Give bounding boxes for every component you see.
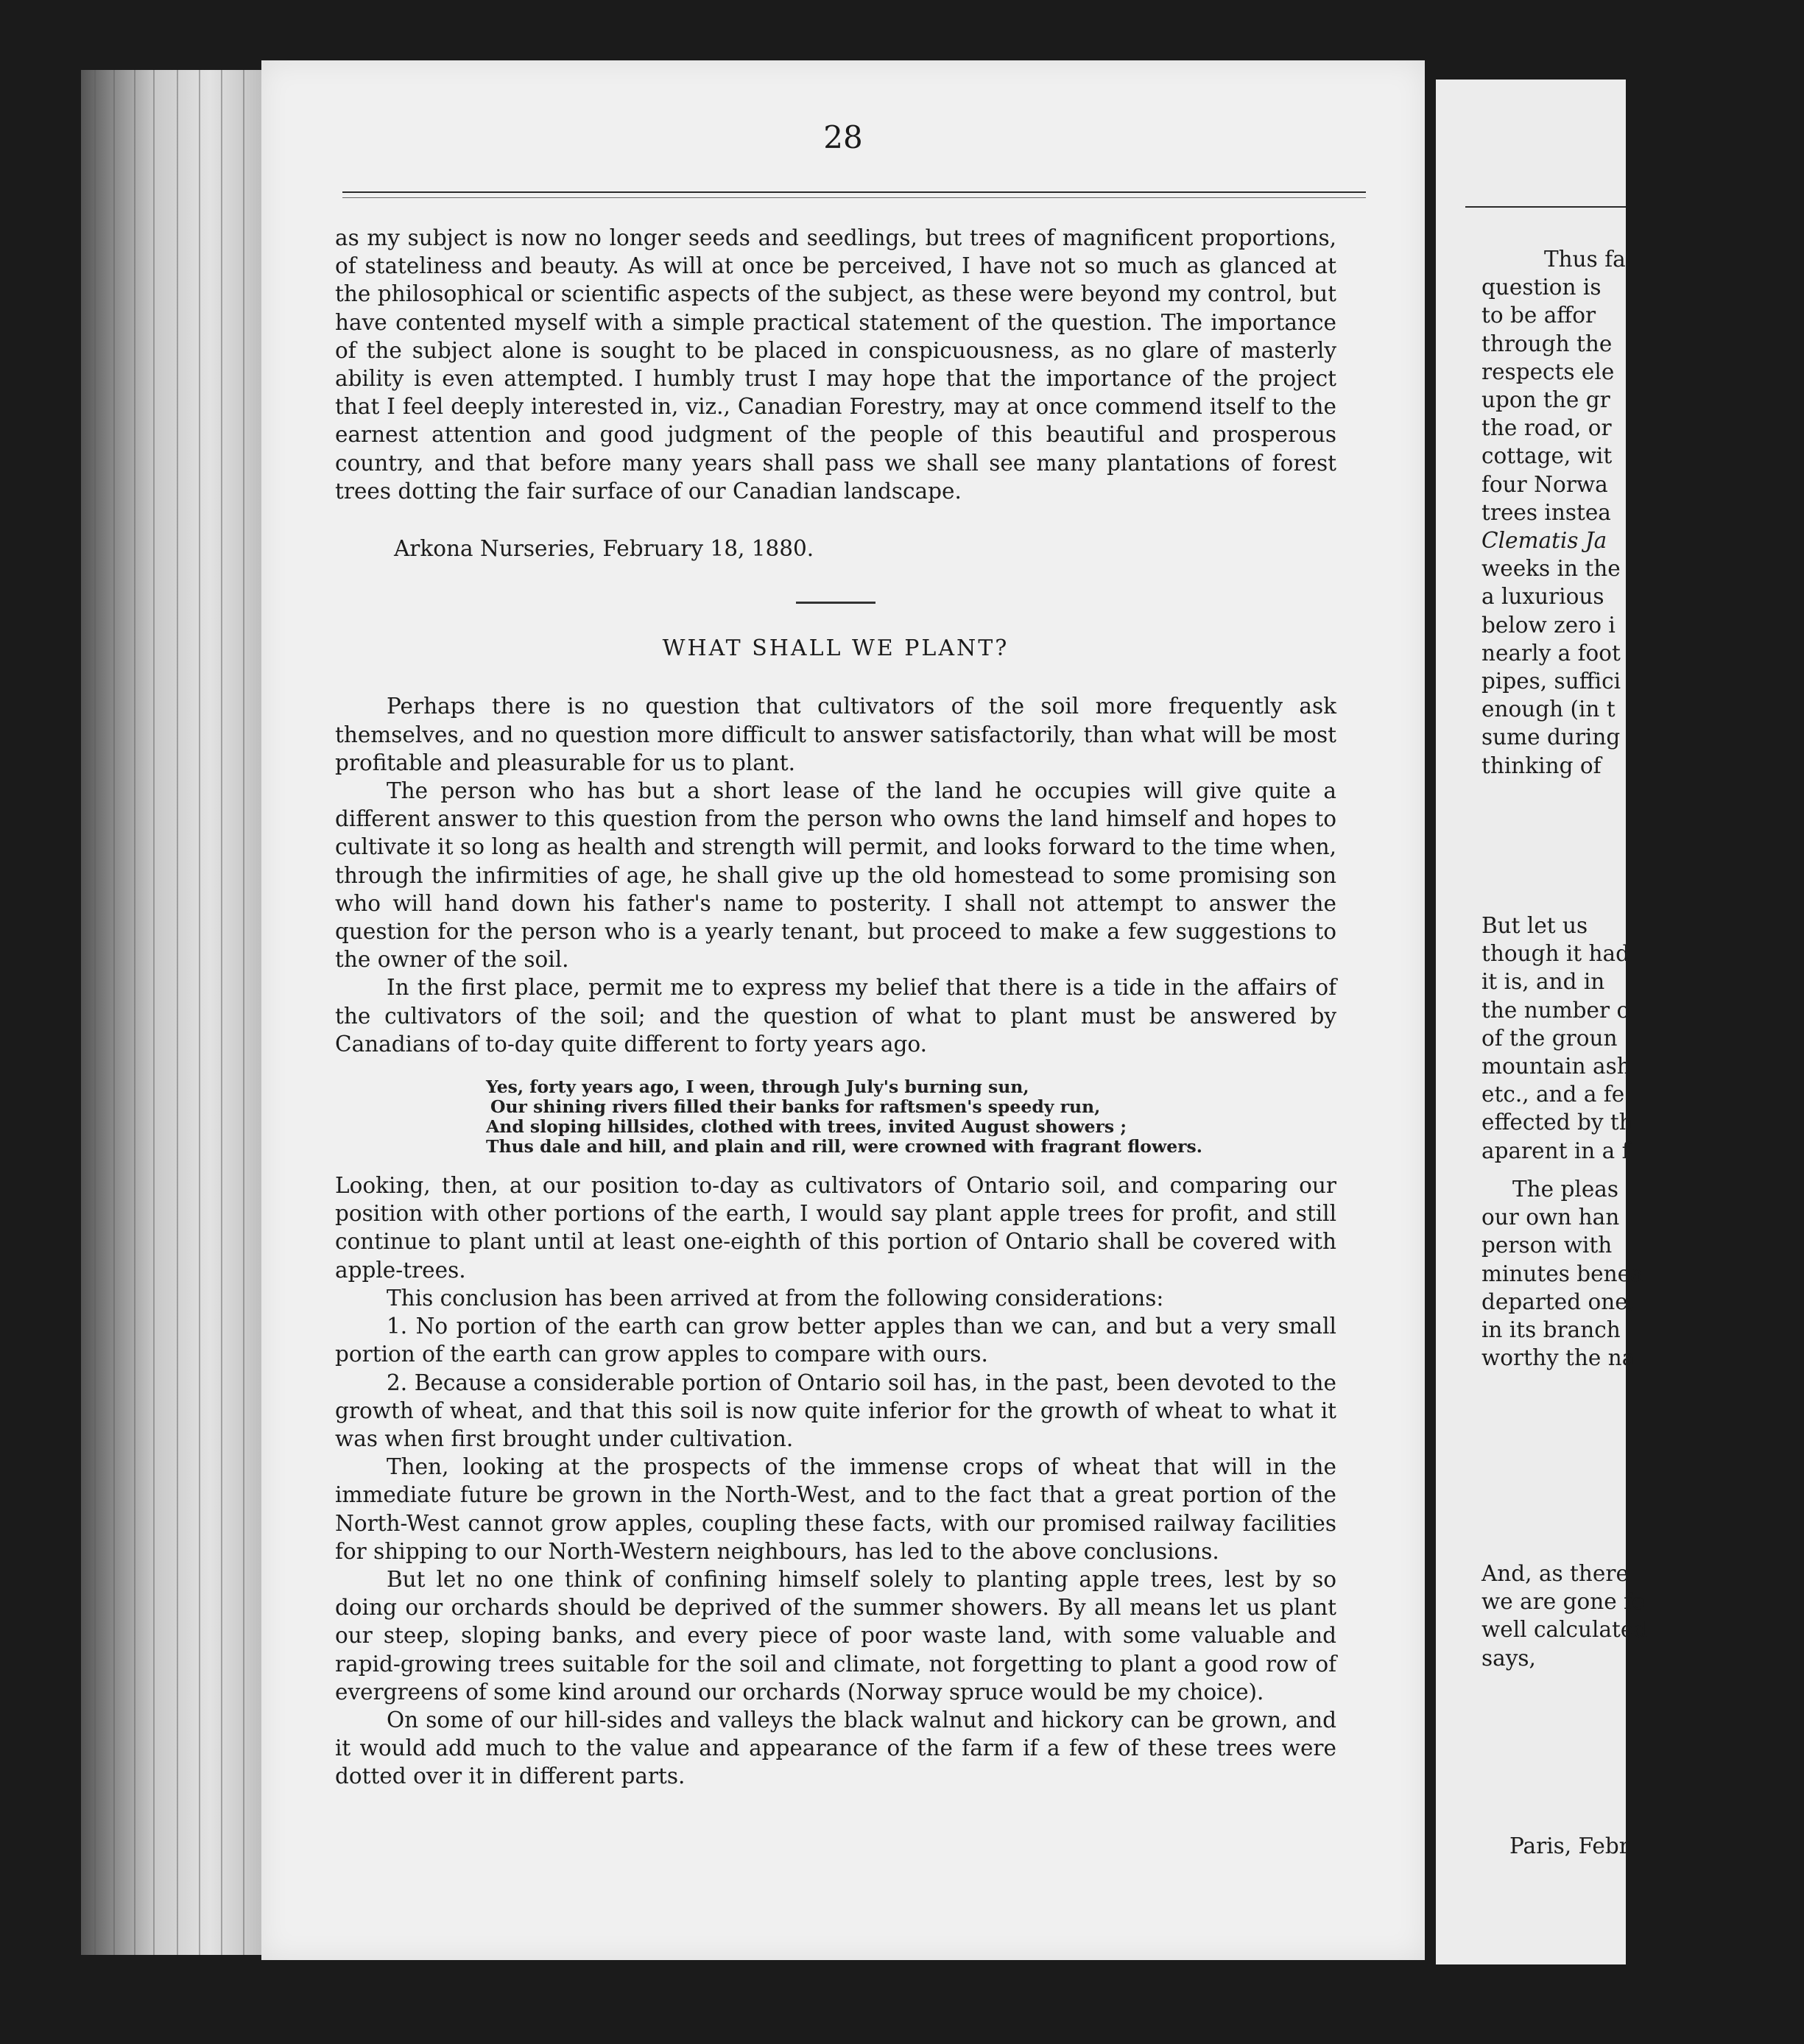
facing-line: four Norwa	[1481, 471, 1608, 497]
facing-block-1	[1481, 245, 1776, 780]
facing-header-rule	[1465, 206, 1626, 208]
page-number: 28	[823, 119, 863, 155]
facing-line: respects ele	[1481, 359, 1615, 384]
facing-line: our own han	[1481, 1205, 1620, 1230]
section-divider	[796, 602, 875, 604]
facing-line: Paris, Febr	[1509, 1833, 1629, 1858]
facing-line: well calculated	[1481, 1617, 1648, 1643]
facing-line: it is, and in	[1481, 969, 1605, 995]
facing-line: cottage, wit	[1481, 443, 1613, 469]
paragraph: In the first place, permit me to express my belief that there is a tide in the affairs of the cultivators of the soil; and the question of what to plant must be answered by Canadians of to-day quite different to forty years ago.	[335, 975, 1336, 1057]
facing-line: And, as there	[1481, 1561, 1629, 1586]
paragraph: On some of our hill-sides and valleys the black walnut and hickory can be grown, and it would add much to the value and appearance of the farm if a few of these trees were dotted over it in different parts.	[335, 1707, 1336, 1789]
facing-line: departed one,	[1481, 1289, 1635, 1314]
facing-line: a luxurious	[1481, 584, 1604, 610]
facing-line: aparent in a f	[1481, 1138, 1630, 1163]
facing-line: But let us	[1481, 913, 1588, 938]
facing-line: thinking of	[1481, 753, 1602, 778]
facing-block-2	[1481, 912, 1776, 1165]
facing-line: weeks in the	[1481, 556, 1621, 582]
facing-line: Clematis Ja	[1481, 528, 1607, 554]
facing-line: enough (in t	[1481, 697, 1616, 722]
facing-line: nearly a foot	[1481, 640, 1621, 666]
paragraph: But let no one think of confining himself solely to planting apple trees, lest by so doing our orchards should be deprived of the summer showers. By all means let us plant our steep, sloping banks, and every piece of poor waste land, with some valuable and rapid-growing trees suitable for the soil and climate, not forgetting to plant a good row of evergreens of some kind around our orchards (Norway spruce would be my choice).	[335, 1566, 1336, 1705]
list-item: 2. Because a considerable portion of Ontario soil has, in the past, been devoted to the growth of wheat, and that this soil is now quite inferior for the growth of wheat to what it was when first brought under cultivation.	[335, 1370, 1336, 1451]
verse-line: Yes, forty years ago, I ween, through July's burning sun,	[486, 1076, 1029, 1098]
facing-line: below zero i	[1481, 612, 1616, 638]
facing-line: in its branch	[1481, 1317, 1621, 1343]
facing-line: The pleas	[1512, 1177, 1619, 1202]
facing-line: through the	[1481, 331, 1613, 356]
page-stack-edge	[81, 70, 265, 1955]
verse-line: And sloping hillsides, clothed with trees, invited August showers ;	[486, 1116, 1127, 1138]
paragraph: Perhaps there is no question that cultivators of the soil more frequently ask themselves, and no question more difficult to answer satisfactorily, than what will be most profitable and pleasurable for us to plant.	[335, 694, 1336, 775]
facing-line: says,	[1481, 1645, 1536, 1671]
header-rule-thin	[342, 197, 1366, 198]
facing-line: to be affor	[1481, 303, 1596, 328]
paragraph: Then, looking at the prospects of the immense crops of wheat that will in the immediate future be grown in the North-West, and to the fact that a great portion of the North-West cannot grow apples, coupling these facts, with our promised railway facilities for shipping to our North-Western neighbours, has led to the above conclusions.	[335, 1454, 1336, 1564]
facing-line: mountain ash	[1481, 1054, 1631, 1079]
facing-line: though it had	[1481, 941, 1630, 967]
facing-line: pipes, suffici	[1481, 669, 1621, 694]
verse-quote	[486, 1077, 1336, 1157]
facing-line: minutes benea	[1481, 1261, 1643, 1286]
list-item: 1. No portion of the earth can grow better apples than we can, and but a very small portion of the earth can grow apples to compare with ours.	[335, 1314, 1336, 1367]
facing-line: sume during	[1481, 725, 1621, 750]
facing-line: question is	[1481, 275, 1602, 300]
facing-block-4	[1481, 1560, 1776, 1672]
main-page	[261, 60, 1425, 1960]
header-rule	[342, 191, 1366, 193]
paragraph: This conclusion has been arrived at from the following considerations:	[387, 1285, 1164, 1311]
facing-line: person with	[1481, 1233, 1613, 1258]
signoff: Arkona Nurseries, February 18, 1880.	[394, 536, 814, 562]
facing-line: Thus fa	[1544, 247, 1626, 272]
section-heading: WHAT SHALL WE PLANT?	[662, 635, 1010, 662]
facing-page	[1436, 80, 1648, 1964]
facing-block-3	[1481, 1175, 1776, 1372]
paragraph: The person who has but a short lease of the land he occupies will give quite a different answer to this question from the person who owns the land himself and hopes to cultivate it so long as health and strength will permit, and looks forward to the time when, through the infirmities of age, he shall give up the old homestead to some promising son who will hand down his father's name to posterity. I shall not attempt to answer the question for the person who is a yearly tenant, but proceed to make a few suggestions to the owner of the soil.	[335, 778, 1336, 973]
paragraph: Looking, then, at our position to-day as cultivators of Ontario soil, and comparing our position with other portions of the earth, I would say plant apple trees for profit, and still continue to plant until at least one-eighth of this portion of Ontario shall be covered with apple-trees.	[335, 1173, 1336, 1283]
paragraph-intro: as my subject is now no longer seeds and seedlings, but trees of magnificent proportions, of stateliness and beauty. As will at once be perceived, I have not so much as glanced at the philosophical or scientific aspects of the subject, as these were beyond my control, but have contented myself with a simple practical statement of the question. The importance of the subject alone is sought to be placed in conspicuousness, as no glare of masterly ability is even attempted. I humbly trust I may hope that the importance of the project that I feel deeply interested in, viz., Canadian Forestry, may at once commend itself to the earnest attention and good judgment of the people of this beautiful and prosperous country, and that before many years shall pass we shall see many plantations of forest trees dotting the fair surface of our Canadian landscape.	[335, 225, 1336, 504]
facing-line: the road, or	[1481, 415, 1612, 441]
verse-line: Thus dale and hill, and plain and rill, were crowned with fragrant flowers.	[486, 1136, 1202, 1157]
facing-line: of the groun	[1481, 1025, 1618, 1051]
facing-line: the number o	[1481, 997, 1630, 1023]
facing-line: worthy the na	[1481, 1345, 1635, 1371]
facing-line: trees instea	[1481, 499, 1611, 525]
facing-line: upon the gr	[1481, 387, 1610, 413]
facing-line: we are gone fo	[1481, 1589, 1645, 1615]
page-content	[335, 224, 1336, 1791]
facing-line: effected by th	[1481, 1110, 1633, 1135]
verse-line: Our shining rivers filled their banks for raftsmen's speedy run,	[490, 1096, 1101, 1118]
facing-block-5	[1509, 1832, 1804, 1860]
facing-line: etc., and a fe	[1481, 1082, 1625, 1107]
